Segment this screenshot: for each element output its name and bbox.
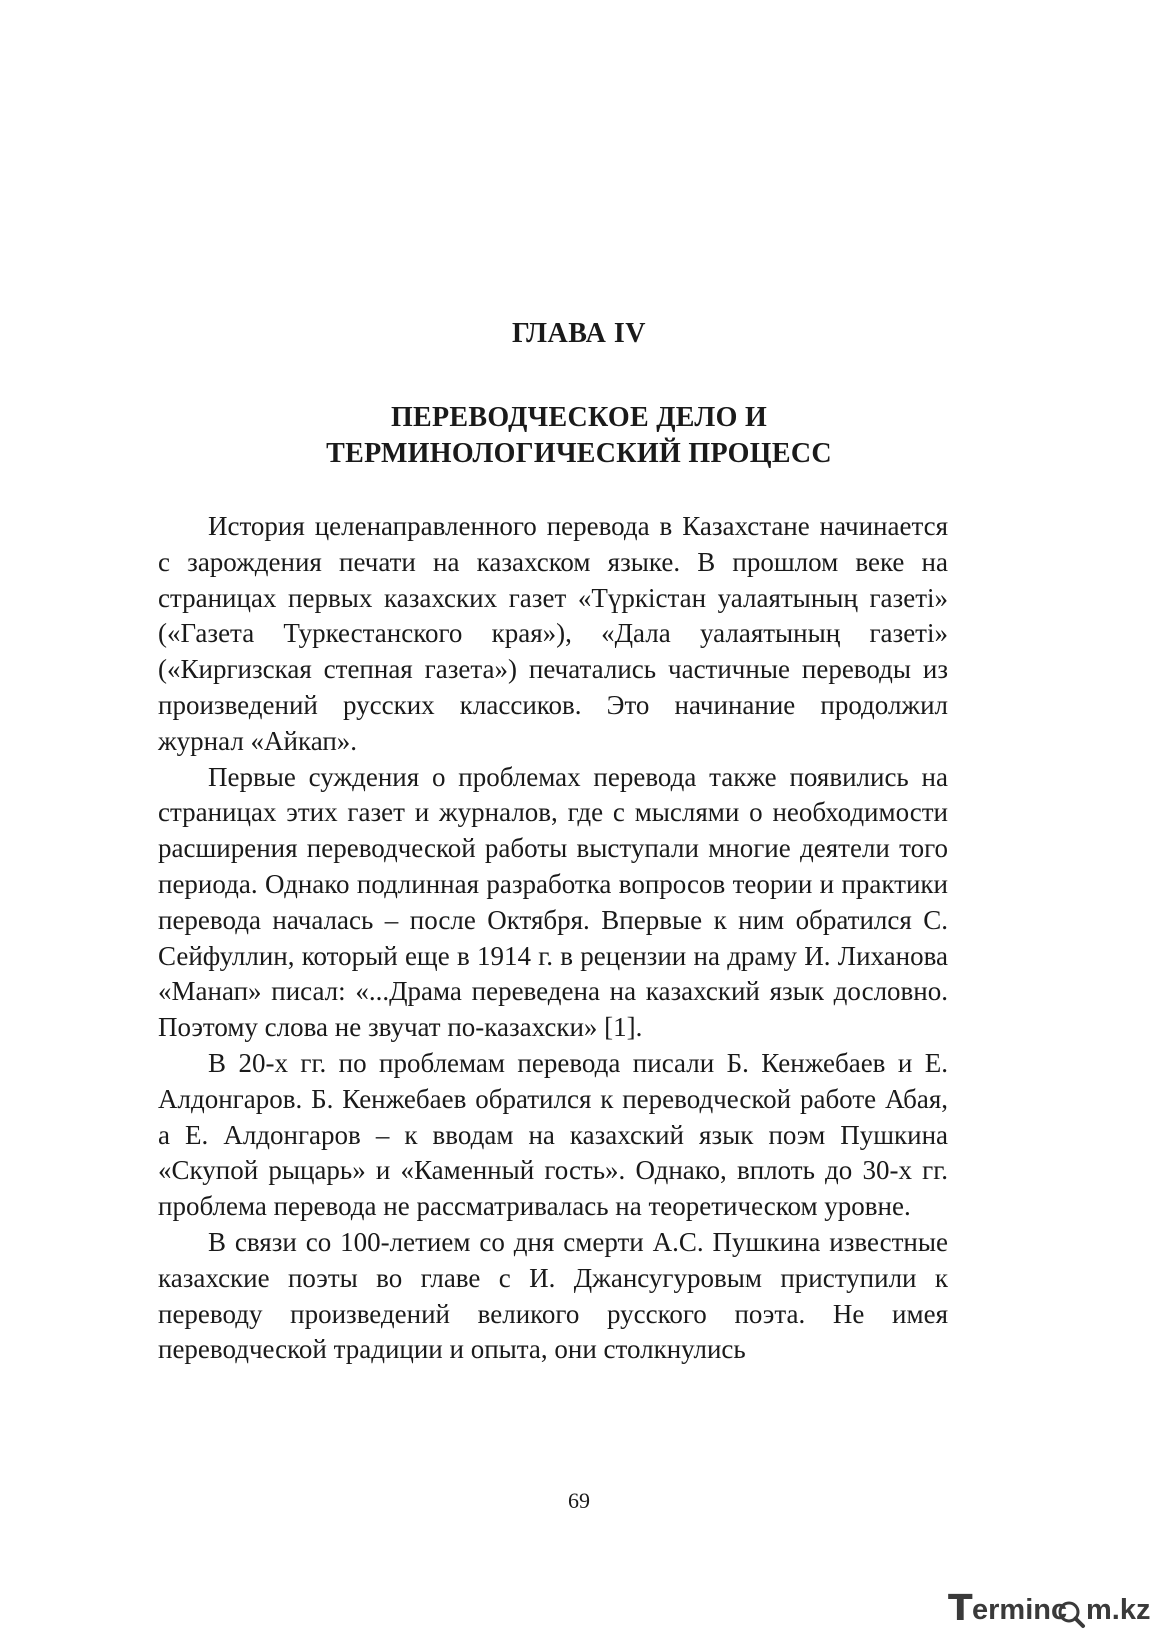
chapter-title-line: ПЕРЕВОДЧЕСКОЕ ДЕЛО И (390, 402, 768, 433)
chapter-title (0, 400, 1158, 472)
paragraph: История целенаправленного перевода в Казахстане начинается с зарождения печати на казахском языке. В прошлом веке на страницах первых казахских газет «Түркістан уалаятының газеті» («Газета Туркестанского края»), «Дала уалаятының газеті» («Киргизская степная газета») печатались частичные переводы из произведений русских классиков. Это начинание продолжил журнал «Айкап». (158, 511, 948, 756)
paragraph: В связи со 100-летием со дня смерти А.С. Пушкина известные казахские поэты во главе с И. Джансугуровым приступили к переводу произведений великого русского поэта. Не имея переводческой традиции и опыта, они столкнулись (158, 1226, 948, 1365)
watermark-letter-t: T (948, 1588, 973, 1629)
magnifier-icon (1056, 1599, 1086, 1629)
chapter-title-line: ТЕРМИНОЛОГИЧЕСКИЙ ПРОЦЕСС (326, 438, 832, 469)
chapter-heading: ГЛАВА IV (512, 318, 646, 349)
body-text (158, 509, 948, 1368)
watermark-logo (948, 1588, 1151, 1630)
paragraph: В 20-х гг. по проблемам перевода писали Б. Кенжебаев и Е. Алдонгаров. Б. Кенжебаев обратился к переводческой работе Абая, а Е. Алдонгаров – к вводам на казахский язык поэм Пушкина «Скупой рыцарь» и «Каменный гость». Однако, вплоть до 30-х гг. проблема перевода не рассматривалась на теоретическом уровне. (158, 1047, 948, 1222)
page-number: 69 (568, 1488, 590, 1513)
paragraph: Первые суждения о проблемах перевода также появились на страницах этих газет и журналов, где с мыслями о необходимости расширения переводческой работы выступали многие деятели того периода. Однако подлинная разработка вопросов теории и практики перевода началась – после Октября. Впервые к ним обратился С. Сейфуллин, который еще в 1914 г. в рецензии на драму И. Лиханова «Манап» писал: «...Драма переведена на казахский язык дословно. Поэтому слова не звучат по-казахски» [1]. (158, 761, 948, 1043)
watermark-text-start: erminc (972, 1594, 1068, 1626)
watermark-text-end: m.kz (1086, 1594, 1151, 1626)
